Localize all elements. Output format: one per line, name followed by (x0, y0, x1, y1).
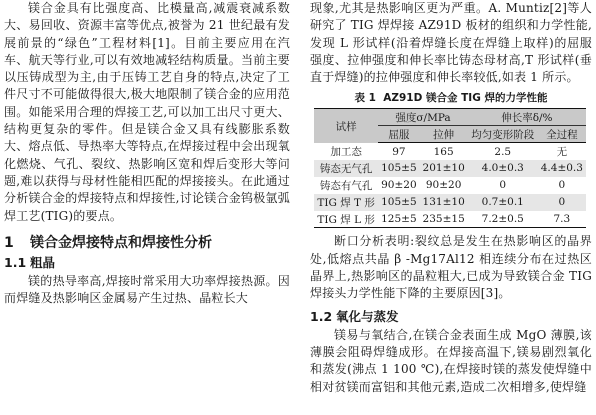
subsection-1-2-number: 1.2 (310, 308, 333, 324)
cell-uniform: 4.0±0.3 (468, 160, 538, 177)
cell-tensile: 131±10 (420, 194, 468, 211)
cell-total: 4.4±0.3 (538, 160, 586, 177)
right-paragraph-1: 现象,尤其是热影响区更为严重。A. Muntiz[2]等人研究了 TIG 焊焊接 AZ91D 板材的组织和力学性能,发现 L 形试样(沿着焊缝长度在焊缝上取样)的屈服强度、拉伸强度和伸长率比铸态母材高,T 形试样(垂直于焊缝)的拉伸强度和伸长率较低,如表 1 所示。 (310, 1, 592, 85)
header-strength: 强度σ/MPa (378, 109, 468, 126)
header-total: 全过程 (538, 126, 586, 143)
cell-total: 7.3 (538, 211, 586, 228)
cell-specimen: 加工态 (330, 145, 362, 158)
table-row (314, 194, 586, 211)
cell-total: 无 (556, 146, 568, 159)
subsection-1-2-heading (310, 307, 592, 327)
subsection-1-1-number: 1.1 (4, 254, 27, 270)
cell-yield: 105±5 (378, 160, 419, 177)
cell-yield: 97 (392, 145, 406, 158)
cell-yield: 90±20 (381, 179, 417, 192)
left-paragraph-1: 镁合金具有比强度高、比模量高,减震衰减系数大、易回收、资源丰富等优点,被誉为 21 世纪最有发展前景的“绿色”工程材料[1]。目前主要应用在汽车、航天等行业,可以有效地减轻结构质量。当前主要以压铸成型为主,由于压铸工艺自身的特点,决定了工件尺寸不可能做得很大,极大地限制了镁合金的应用范围。如能采用合理的焊接工艺,可以加工出尺寸更大、结构更复杂的零件。但是镁合金又具有线膨胀系数大、熔点低、导热率大等特点,在焊接过程中会出现氧化燃烧、气孔、裂纹、热影响区宽和焊后变形大等问题,难以获得与母材性能相匹配的焊接接头。在此通过分析镁合金的焊接特点和焊接性,讨论镁合金钨极氩弧焊工艺(TIG)的要点。 (4, 1, 290, 223)
cell-yield: 125±5 (378, 211, 419, 228)
cell-specimen: TIG 焊 L 形 (314, 211, 378, 228)
section-1-title: 镁合金焊接特点和焊接性分析 (30, 234, 212, 251)
cell-specimen: TIG 焊 T 形 (314, 194, 378, 211)
cell-specimen: 铸态无气孔 (314, 160, 378, 177)
cell-yield: 105±5 (378, 194, 419, 211)
subsection-1-2-title: 氧化与蒸发 (336, 308, 399, 324)
cell-specimen: 铸态有气孔 (319, 179, 373, 192)
section-1-number: 1 (4, 234, 14, 251)
right-paragraph-3: 镁易与氧结合,在镁合金表面生成 MgO 薄膜,该薄膜会阻碍焊缝成形。在焊接高温下,镁易剧烈氧化和蒸发(沸点 1 100 ℃),在焊接时镁的蒸发使焊缝中相对贫镁而富铝和其他元素,造成二次相增多,使焊缝 (310, 327, 592, 394)
header-elongation: 伸长率δ/% (468, 109, 586, 126)
table-caption-label: 表 1 (354, 92, 376, 105)
section-1-heading (4, 233, 290, 253)
header-uniform: 均匀变形阶段 (468, 126, 538, 143)
cell-tensile: 90±20 (425, 179, 462, 192)
cell-uniform: 2.5 (494, 145, 512, 158)
left-column (4, 0, 290, 307)
header-yield: 屈服 (378, 126, 419, 143)
table-row (314, 160, 586, 177)
cell-uniform: 0.7±0.1 (468, 194, 538, 211)
cell-tensile: 235±15 (420, 211, 468, 228)
cell-uniform: 7.2±0.5 (468, 211, 538, 228)
table-caption (310, 90, 592, 105)
subsection-1-1-title: 粗晶 (30, 254, 56, 270)
table-row (314, 177, 586, 194)
cell-total: 0 (558, 179, 566, 192)
header-tensile: 拉伸 (420, 126, 468, 143)
table-row (314, 143, 586, 160)
cell-tensile: 201±10 (420, 160, 468, 177)
subsection-1-1-heading (4, 253, 290, 273)
right-paragraph-2: 断口分析表明:裂纹总是发生在热影响区的晶界处,低熔点共晶 β -Mg17Al12 相连续分布在过热区晶界上,热影响区的晶粒粗大,已成为导致镁合金 TIG 焊接头力学性能下降的主要原因[3]。 (310, 234, 592, 301)
header-specimen: 试样 (314, 109, 378, 143)
cell-uniform: 0 (499, 179, 507, 192)
table-row (314, 211, 586, 228)
cell-total: 0 (538, 194, 586, 211)
cell-tensile: 165 (433, 145, 454, 158)
right-column (310, 0, 592, 396)
mechanical-properties-table (314, 108, 586, 228)
left-paragraph-2: 镁的热导率高,焊接时常采用大功率焊接热源。因而焊缝及热影响区金属易产生过热、晶粒长大 (4, 273, 290, 306)
table-caption-text: AZ91D 镁合金 TIG 焊的力学性能 (383, 92, 548, 105)
